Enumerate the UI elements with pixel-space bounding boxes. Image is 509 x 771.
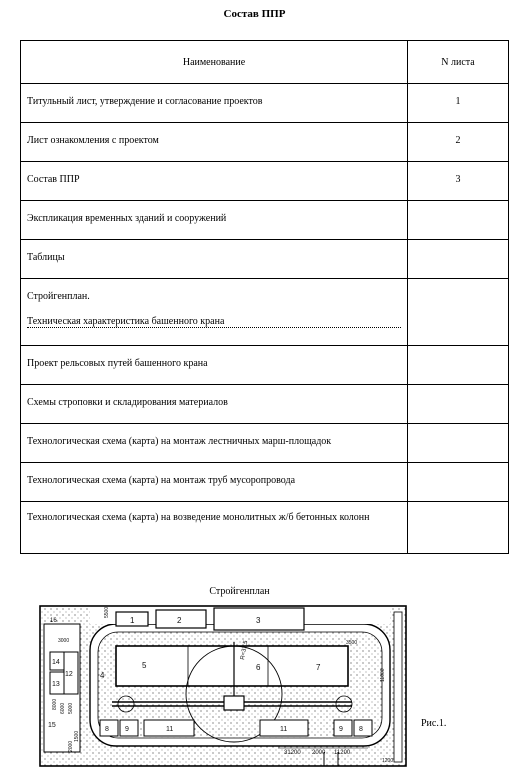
row-name-cell: Технологическая схема (карта) на монтаж лестничных марш-площадок xyxy=(21,424,408,463)
label-15: 15 xyxy=(48,722,56,729)
plan-caption: Стройгенплан xyxy=(209,586,270,597)
document-title: Состав ППР xyxy=(223,8,286,20)
row-name-cell: Схемы строповки и складирования материалов xyxy=(21,385,408,424)
row-name-cell: Таблицы xyxy=(21,240,408,279)
label-8a: 8 xyxy=(105,726,109,733)
label-2: 2 xyxy=(177,616,182,625)
dim-11000: 11000 xyxy=(380,668,386,682)
table-row xyxy=(21,162,509,201)
row-sheet-cell: 3 xyxy=(408,162,509,201)
ppr-contents-table xyxy=(20,40,509,554)
label-11b: 11 xyxy=(280,726,288,733)
label-14: 14 xyxy=(52,659,60,666)
row-name-cell: Экспликация временных зданий и сооружений xyxy=(21,201,408,240)
row-sheet-cell: 1 xyxy=(408,84,509,123)
table-row xyxy=(21,123,509,162)
row-name-cell: Проект рельсовых путей башенного крана xyxy=(21,346,408,385)
storage-9b xyxy=(334,720,352,736)
dim-3500: 3500 xyxy=(346,640,358,646)
row-sheet-cell: 2 xyxy=(408,123,509,162)
table-row xyxy=(21,240,509,279)
label-9b: 9 xyxy=(339,726,343,733)
row-sheet-cell xyxy=(408,463,509,502)
label-1: 1 xyxy=(130,616,135,625)
dim-31200: 31200 xyxy=(284,750,301,756)
dim-8000: 8000 xyxy=(52,698,58,710)
crane-radius-label: R=31,5 xyxy=(240,640,250,661)
label-7: 7 xyxy=(316,663,321,672)
row-sheet-cell xyxy=(408,424,509,463)
dim-2000b: 2000 xyxy=(312,750,326,756)
table-row xyxy=(21,346,509,385)
label-16: 16 xyxy=(50,618,57,624)
dim-3000: 3000 xyxy=(58,638,70,644)
row-sheet-cell xyxy=(408,502,509,554)
figure-label: Рис.1. xyxy=(421,718,447,729)
table-row xyxy=(21,279,509,346)
table-row xyxy=(21,424,509,463)
dim-11200: 11200 xyxy=(334,750,351,756)
table-row xyxy=(21,201,509,240)
label-9a: 9 xyxy=(125,726,129,733)
row-sheet-cell xyxy=(408,385,509,424)
table-row xyxy=(21,502,509,554)
row-name-cell: Титульный лист, утверждение и согласование проектов xyxy=(21,84,408,123)
row-sheet-cell xyxy=(408,346,509,385)
label-6: 6 xyxy=(256,663,261,672)
site-plan-svg xyxy=(38,602,410,770)
label-13: 13 xyxy=(52,681,60,688)
table-row xyxy=(21,463,509,502)
row-sub-text: Техническая характеристика башенного крана xyxy=(27,316,401,328)
column-header-name: Наименование xyxy=(21,41,408,84)
dim-5500: 5500 xyxy=(104,606,110,618)
row-sheet-cell xyxy=(408,240,509,279)
tower-crane xyxy=(224,696,244,710)
row-name-cell: Состав ППР xyxy=(21,162,408,201)
row-name-cell: Технологическая схема (карта) на монтаж труб мусоропровода xyxy=(21,463,408,502)
dim-1200: 1200 xyxy=(382,758,394,764)
dim-5000: 5000 xyxy=(68,702,74,714)
column-header-sheet: N листа xyxy=(408,41,509,84)
site-plan-drawing xyxy=(38,602,410,770)
table-row xyxy=(21,385,509,424)
dim-6000: 6000 xyxy=(60,702,66,714)
row-sheet-cell xyxy=(408,279,509,346)
main-building xyxy=(116,646,348,686)
row-name-cell: Технологическая схема (карта) на возведение монолитных ж/б бетонных колонн xyxy=(21,502,408,554)
dim-1500: 1500 xyxy=(74,730,80,742)
label-11: 11 xyxy=(166,726,174,733)
row-name-cell: Стройгенплан. Техническая характеристика башенного крана xyxy=(21,279,408,346)
label-8b: 8 xyxy=(359,726,363,733)
label-5: 5 xyxy=(142,661,147,670)
storage-8a xyxy=(100,720,118,736)
label-4: 4 xyxy=(100,671,105,680)
table-header-row xyxy=(21,41,509,84)
label-3: 3 xyxy=(256,616,261,625)
storage-9a xyxy=(120,720,138,736)
label-12: 12 xyxy=(65,671,73,678)
row-sheet-cell xyxy=(408,201,509,240)
dim-2000: 2000 xyxy=(68,740,74,752)
row-name-cell: Лист ознакомления с проектом xyxy=(21,123,408,162)
table-row xyxy=(21,84,509,123)
storage-8b xyxy=(354,720,372,736)
